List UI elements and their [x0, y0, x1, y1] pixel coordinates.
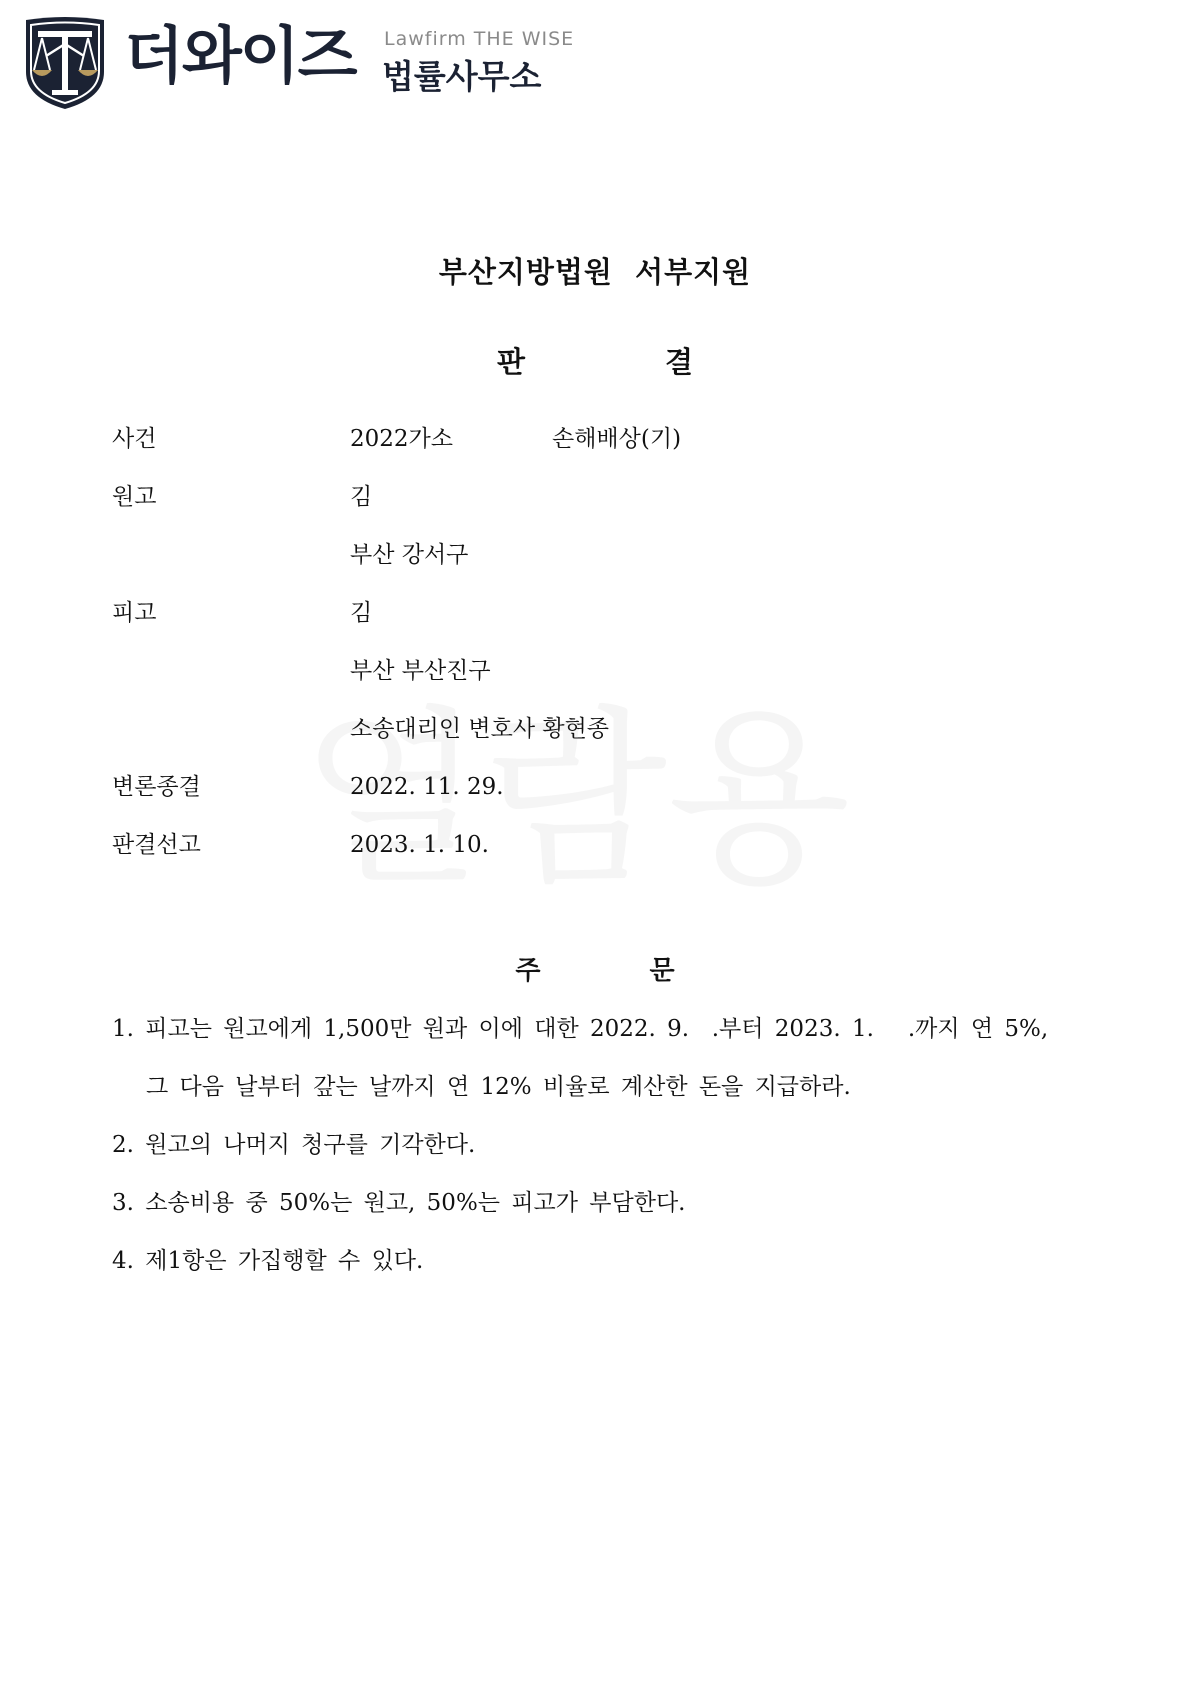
- defendant-address: 부산 부산진구: [350, 658, 491, 684]
- case-label: 사건: [112, 426, 157, 452]
- plaintiff-address: 부산 강서구: [350, 542, 469, 568]
- brand-name: 더와이즈: [124, 19, 356, 92]
- order-item-1-continued: 그 다음 날부터 갚는 날까지 연 12% 비율로 계산한 돈을 지급하라.: [146, 1074, 851, 1100]
- judgment-date: 2023. 1. 10.: [350, 832, 489, 858]
- order-item-1: 1. 피고는 원고에게 1,500만 원과 이에 대한 2022. 9. .부터 2023. 1. .까지 연 5%,: [112, 1016, 1049, 1042]
- order-item-3: 3. 소송비용 중 50%는 원고, 50%는 피고가 부담한다.: [112, 1190, 686, 1216]
- order-item-2: 2. 원고의 나머지 청구를 기각한다.: [112, 1132, 476, 1158]
- case-number: 2022가소: [350, 426, 453, 452]
- document-title: 판 결: [496, 345, 694, 379]
- order-title: 주 문: [515, 956, 675, 986]
- order-item-4: 4. 제1항은 가집행할 수 있다.: [112, 1248, 424, 1274]
- plaintiff-label: 원고: [112, 484, 157, 510]
- court-name: 부산지방법원 서부지원: [438, 255, 752, 289]
- letterhead-logo: [22, 14, 622, 114]
- defendant-counsel: 소송대리인 변호사 황현종: [350, 716, 610, 742]
- defendant-label: 피고: [112, 600, 157, 626]
- judgment-date-label: 판결선고: [112, 832, 201, 858]
- defendant-name: 김: [350, 600, 373, 626]
- hearing-closed-label: 변론종결: [112, 774, 201, 800]
- scales-of-justice-icon: [22, 14, 108, 110]
- plaintiff-name: 김: [350, 484, 373, 510]
- brand-subtitle: 법률사무소: [382, 57, 542, 96]
- brand-english: Lawfirm THE WISE: [384, 28, 575, 50]
- hearing-closed-date: 2022. 11. 29.: [350, 774, 504, 800]
- case-name: 손해배상(기): [552, 426, 682, 452]
